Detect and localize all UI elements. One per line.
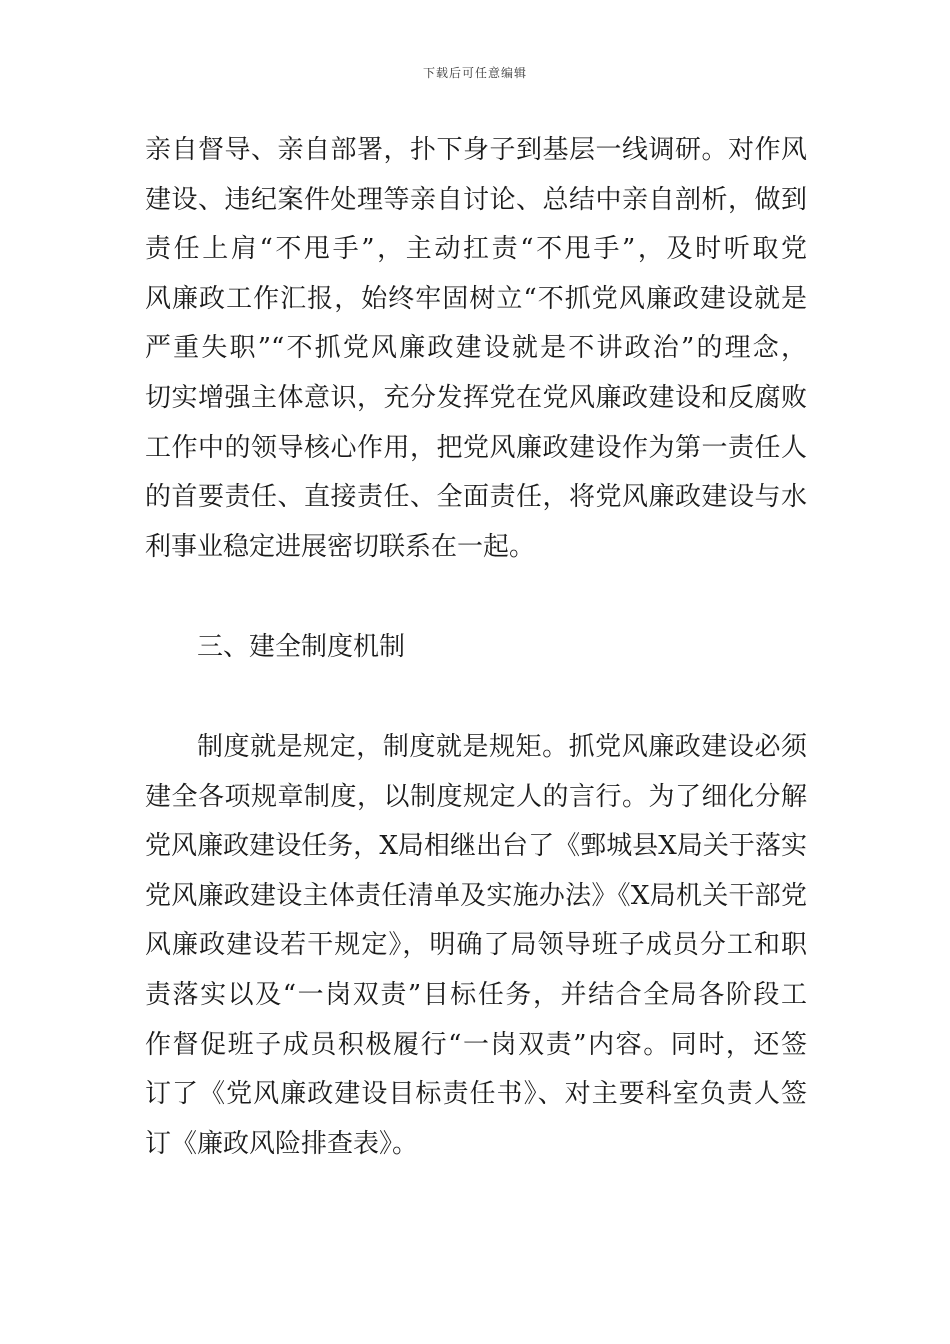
paragraph-line: 责任上肩“不甩手”，主动扛责“不甩手”，及时听取党 <box>145 234 807 265</box>
paragraph-line: 的首要责任、直接责任、全面责任，将党风廉政建设与水 <box>145 482 807 513</box>
spacer <box>145 673 807 723</box>
paragraph-line: 责落实以及“一岗双责”目标任务，并结合全局各阶段工 <box>145 979 807 1010</box>
paragraph-2 <box>145 723 807 1169</box>
paragraph-line: 利事业稳定进展密切联系在一起。 <box>145 531 536 562</box>
paragraph-line: 建全各项规章制度，以制度规定人的言行。为了细化分解 <box>145 781 807 812</box>
paragraph-line: 党风廉政建设主体责任清单及实施办法》《X局机关干部党 <box>145 880 807 911</box>
paragraph-line: 作督促班子成员积极履行“一岗双责”内容。同时，还签 <box>145 1029 807 1060</box>
paragraph-line: 风廉政建设若干规定》，明确了局领导班子成员分工和职 <box>145 930 807 961</box>
paragraph-line: 工作中的领导核心作用，把党风廉政建设作为第一责任人 <box>145 432 807 463</box>
paragraph-line: 订了《党风廉政建设目标责任书》、对主要科室负责人签 <box>145 1079 807 1110</box>
paragraph-line: 党风廉政建设任务，X局相继出台了《鄄城县X局关于落实 <box>145 831 807 862</box>
paragraph-line: 制度就是规定，制度就是规矩。抓党风廉政建设必须 <box>197 731 807 762</box>
paragraph-line: 切实增强主体意识，充分发挥党在党风廉政建设和反腐败 <box>145 382 807 413</box>
paragraph-line: 风廉政工作汇报，始终牢固树立“不抓党风廉政建设就是 <box>145 283 807 314</box>
document-body <box>145 126 807 1169</box>
section-heading: 三、建全制度机制 <box>197 632 406 663</box>
paragraph-line: 严重失职”“不抓党风廉政建设就是不讲政治”的理念， <box>145 333 807 364</box>
paragraph-line: 建设、违纪案件处理等亲自讨论、总结中亲自剖析，做到 <box>145 184 807 215</box>
paragraph-line: 订《廉政风险排查表》。 <box>145 1128 419 1159</box>
paragraph-line: 亲自督导、亲自部署，扑下身子到基层一线调研。对作风 <box>145 135 807 165</box>
download-note: 下载后可任意编辑 <box>422 66 527 80</box>
paragraph-1 <box>145 126 807 572</box>
